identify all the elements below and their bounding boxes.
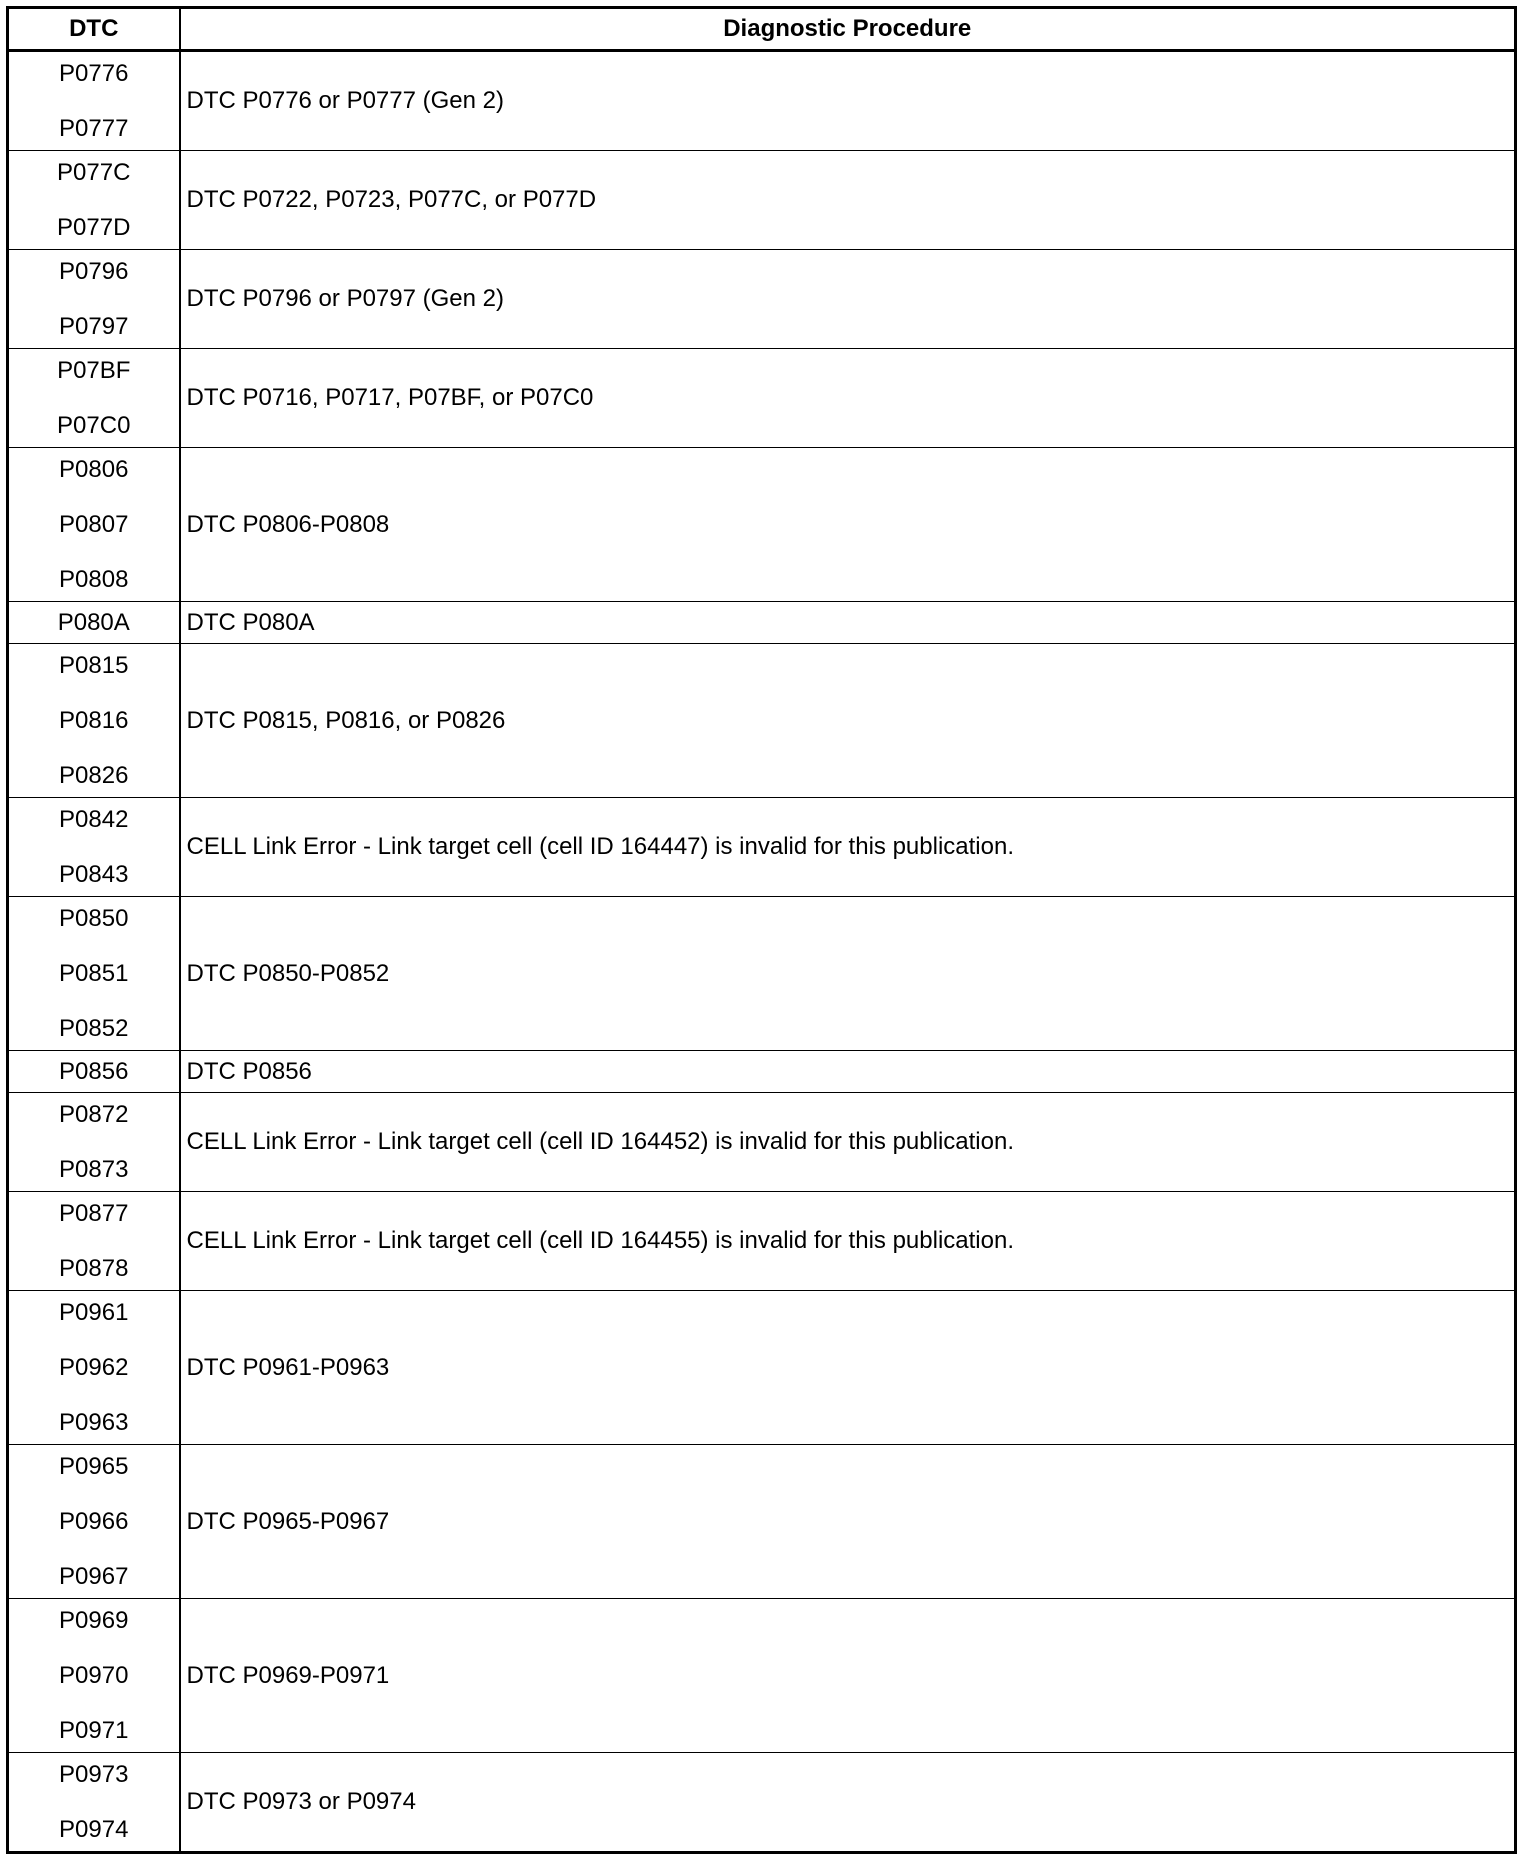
- dtc-code: P0878: [59, 1255, 129, 1282]
- diagnostic-procedure-cell: DTC P080A: [180, 602, 1516, 644]
- table-row: [8, 1051, 1516, 1093]
- dtc-cell: [8, 644, 180, 798]
- dtc-code: P07BF: [57, 357, 131, 384]
- dtc-code: P0815: [59, 652, 129, 679]
- dtc-code: P080A: [57, 609, 130, 636]
- diagnostic-procedure-cell: DTC P0776 or P0777 (Gen 2): [180, 51, 1516, 151]
- table-row: [8, 250, 1516, 349]
- dtc-code: P0974: [59, 1816, 129, 1843]
- dtc-code: P0872: [59, 1101, 129, 1128]
- dtc-table: [6, 6, 1517, 1854]
- diagnostic-procedure-cell: CELL Link Error - Link target cell (cell ID 164452) is invalid for this publication.: [180, 1093, 1516, 1192]
- table-row: [8, 798, 1516, 897]
- dtc-code: P0851: [59, 960, 129, 987]
- document-page: [6, 6, 1514, 1854]
- dtc-code: P0843: [59, 861, 129, 888]
- dtc-code: P0806: [59, 456, 129, 483]
- diagnostic-procedure-cell: CELL Link Error - Link target cell (cell ID 164455) is invalid for this publication.: [180, 1192, 1516, 1291]
- dtc-cell: [8, 1599, 180, 1753]
- dtc-code: P0877: [59, 1200, 129, 1227]
- dtc-cell: [8, 1753, 180, 1853]
- table-row: [8, 1599, 1516, 1753]
- dtc-code: P0963: [59, 1409, 129, 1436]
- dtc-code: P0842: [59, 806, 129, 833]
- diagnostic-procedure-cell: DTC P0806-P0808: [180, 448, 1516, 602]
- dtc-code: P0816: [59, 707, 129, 734]
- dtc-code: P0873: [59, 1156, 129, 1183]
- dtc-cell: [8, 897, 180, 1051]
- dtc-cell: [8, 1291, 180, 1445]
- dtc-code: P0777: [59, 115, 129, 142]
- table-row: [8, 644, 1516, 798]
- dtc-code: P0776: [59, 60, 129, 87]
- dtc-cell: [8, 1093, 180, 1192]
- table-row: [8, 1192, 1516, 1291]
- dtc-code: P0973: [59, 1761, 129, 1788]
- diagnostic-procedure-cell: DTC P0856: [180, 1051, 1516, 1093]
- diagnostic-procedure-cell: DTC P0796 or P0797 (Gen 2): [180, 250, 1516, 349]
- dtc-code: P0971: [59, 1717, 129, 1744]
- dtc-code: P0965: [59, 1453, 129, 1480]
- dtc-code: P0807: [59, 511, 129, 538]
- table-row: [8, 602, 1516, 644]
- diagnostic-procedure-cell: DTC P0973 or P0974: [180, 1753, 1516, 1853]
- table-row: [8, 1753, 1516, 1853]
- dtc-cell: [8, 250, 180, 349]
- table-row: [8, 448, 1516, 602]
- table-row: [8, 1445, 1516, 1599]
- table-row: [8, 897, 1516, 1051]
- table-row: [8, 51, 1516, 151]
- diagnostic-procedure-cell: CELL Link Error - Link target cell (cell ID 164447) is invalid for this publication.: [180, 798, 1516, 897]
- dtc-code: P0969: [59, 1607, 129, 1634]
- dtc-cell: [8, 151, 180, 250]
- dtc-code: P0797: [59, 313, 129, 340]
- dtc-cell: [8, 448, 180, 602]
- dtc-code: P0796: [59, 258, 129, 285]
- dtc-code: P0970: [59, 1662, 129, 1689]
- dtc-cell: [8, 798, 180, 897]
- diagnostic-procedure-cell: DTC P0965-P0967: [180, 1445, 1516, 1599]
- diagnostic-procedure-cell: DTC P0961-P0963: [180, 1291, 1516, 1445]
- table-body: [8, 51, 1516, 1853]
- table-row: [8, 349, 1516, 448]
- dtc-cell: [8, 51, 180, 151]
- dtc-cell: [8, 349, 180, 448]
- dtc-code: P0966: [59, 1508, 129, 1535]
- diagnostic-procedure-cell: DTC P0969-P0971: [180, 1599, 1516, 1753]
- dtc-code: P07C0: [57, 412, 131, 439]
- diagnostic-procedure-cell: DTC P0716, P0717, P07BF, or P07C0: [180, 349, 1516, 448]
- dtc-code: P0961: [59, 1299, 129, 1326]
- dtc-code: P077D: [57, 214, 131, 241]
- dtc-cell: [8, 1192, 180, 1291]
- dtc-code: P0856: [59, 1058, 129, 1085]
- dtc-code: P0850: [59, 905, 129, 932]
- header-row: [8, 8, 1516, 51]
- column-header-procedure: Diagnostic Procedure: [180, 8, 1516, 51]
- diagnostic-procedure-cell: DTC P0815, P0816, or P0826: [180, 644, 1516, 798]
- diagnostic-procedure-cell: DTC P0850-P0852: [180, 897, 1516, 1051]
- dtc-code: P0967: [59, 1563, 129, 1590]
- table-row: [8, 151, 1516, 250]
- dtc-code: P077C: [57, 159, 131, 186]
- diagnostic-procedure-cell: DTC P0722, P0723, P077C, or P077D: [180, 151, 1516, 250]
- table-row: [8, 1291, 1516, 1445]
- dtc-cell: [8, 1445, 180, 1599]
- dtc-code: P0962: [59, 1354, 129, 1381]
- dtc-code: P0808: [59, 566, 129, 593]
- dtc-code: P0826: [59, 762, 129, 789]
- dtc-code: P0852: [59, 1015, 129, 1042]
- table-row: [8, 1093, 1516, 1192]
- column-header-dtc: DTC: [8, 8, 180, 51]
